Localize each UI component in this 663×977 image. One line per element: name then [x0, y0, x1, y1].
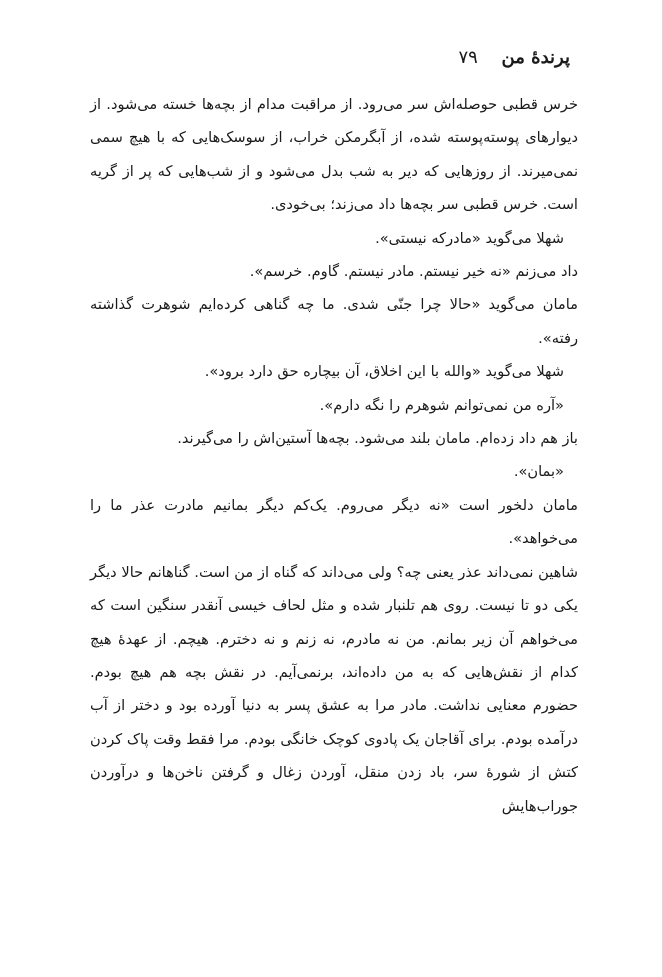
paragraph-shahla-1: شهلا می‌گوید «مادرکه نیستی».: [375, 229, 564, 247]
paragraph-mother-2: مامان دلخور است «نه دیگر می‌روم. یک‌کم دیگر بمانیم مادرت عذر ما را می‌خواهد».: [90, 496, 578, 548]
paragraph-children: باز هم داد زده‌ام. مامان بلند می‌شود. بچه‌ها آستین‌اش را می‌گیرند.: [177, 430, 578, 448]
body-text: [90, 88, 578, 823]
paragraph-mother-1: مامان می‌گوید «حالا چرا جنّی شدی. ما چه گناهی کرده‌ایم شوهرت گذاشته رفته».: [90, 296, 578, 347]
paragraph-shahla-2: شهلا می‌گوید «والله با این اخلاق، آن بیچاره حق دارد برود».: [204, 363, 564, 381]
page-number: ۷۹: [458, 47, 478, 68]
page-header: [270, 38, 570, 78]
paragraph-reply: «آره من نمی‌توانم شوهرم را نگه دارم».: [319, 396, 564, 414]
paragraph-shahin: شاهین نمی‌داند عذر یعنی چه؟ ولی می‌داند که گناه از من است. گناهانم حالا دیگر یکی دو تا نیست. روی هم تلنبار شده و مثل لحاف خیسی آنقدر سنگین است که می‌خواهم آن زیر بمانم. من نه مادرم، نه زنم و نه دخترم. هیچم. از عهدهٔ هیچ کدام از نقش‌هایی که به من داده‌اند، برنمی‌آیم. در نقش بچه هم هیچ بودم. حضورم معنایی نداشت. مادر مرا به عشق پسر به دنیا آورده بود و دختر از آب درآمده بودم. برای آقاجان یک پادوی کوچک خانگی بودم. مرا فقط وقت پاک کردن کتش از شورهٔ سر، باد زدن منقل، آوردن زغال و گرفتن ناخن‌ها و درآوردن جوراب‌هایش: [90, 563, 578, 815]
paragraph-stay: «بمان».: [513, 463, 564, 481]
running-title: پرندهٔ من: [501, 47, 570, 68]
paragraph-shout: داد می‌زنم «نه خیر نیستم. مادر نیستم. گاوم. خرسم».: [249, 263, 578, 281]
paragraph-polar-bear: خرس قطبی حوصله‌اش سر می‌رود. از مراقبت مدام از بچه‌ها خسته می‌شود. از دیوارهای پوسته‌پوسته شده، از آبگرمکن خراب، از سوسک‌هایی که با هیچ سمی نمی‌میرند. از روزهایی که دیر به شب بدل می‌شود و از شب‌هایی که پر از گریه است. خرس قطبی سر بچه‌ها داد می‌زند؛ بی‌خودی.: [90, 96, 578, 214]
